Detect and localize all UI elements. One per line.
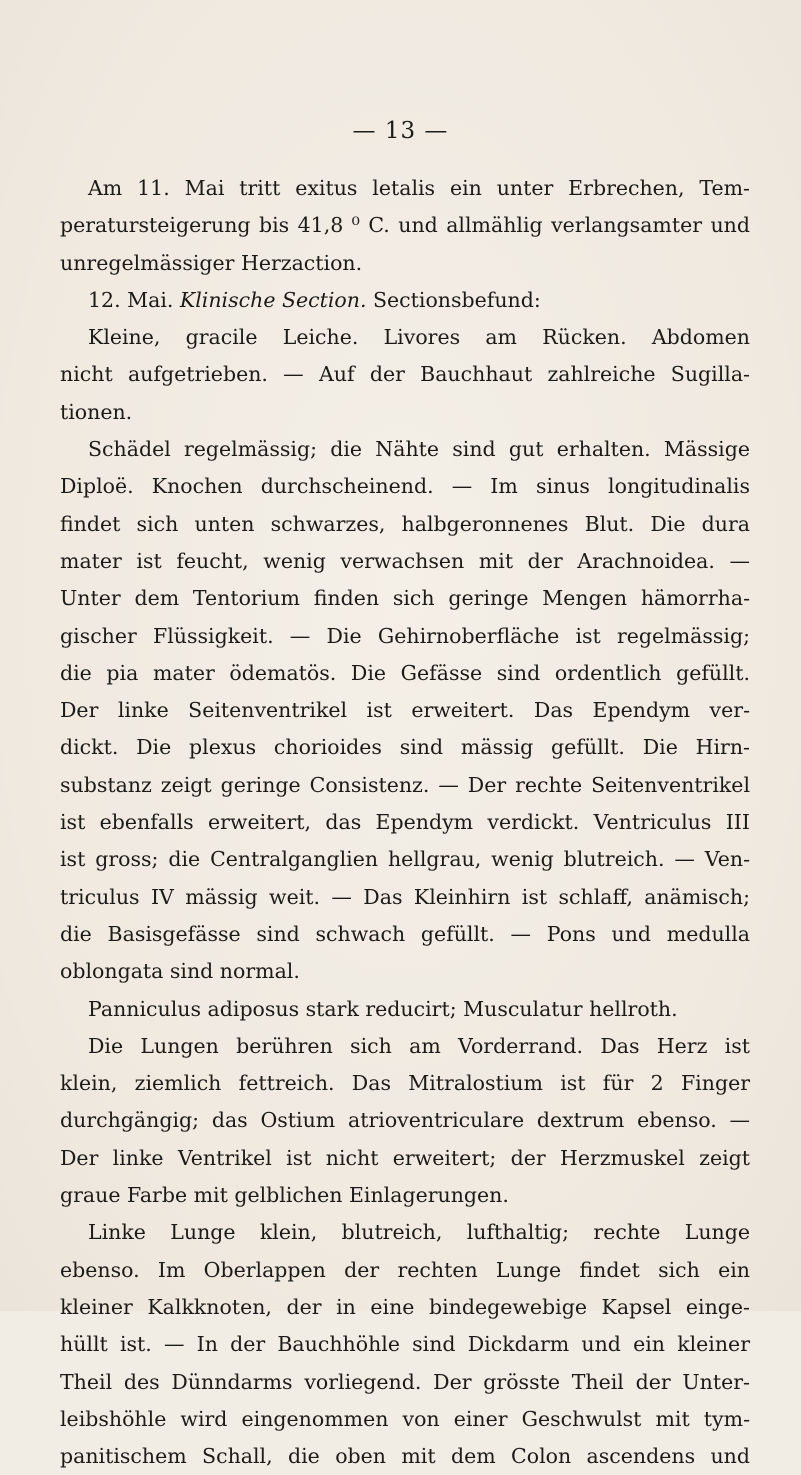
text-line: substanz zeigt geringe Consistenz. — Der rechte Seitenventrikel: [60, 772, 750, 797]
text-line: tionen.: [60, 399, 133, 424]
text-line: Theil des Dünndarms vorliegend. Der grösste Theil der Unter-: [60, 1369, 750, 1394]
italic-heading: Klinische Section.: [179, 287, 367, 312]
text-line: triculus IV mässig weit. — Das Kleinhirn ist schlaff, anämisch;: [60, 884, 750, 909]
text-span: 12. Mai.: [88, 287, 180, 312]
text-line: Der linke Seitenventrikel ist erweitert. Das Ependym ver-: [60, 698, 750, 723]
text-line: Unter dem Tentorium finden sich geringe Mengen hämorrha-: [60, 586, 750, 611]
text-line: Schädel regelmässig; die Nähte sind gut erhalten. Mässige: [88, 437, 750, 462]
text-line: Diploë. Knochen durchscheinend. — Im sinus longitudinalis: [60, 474, 750, 499]
text-line: graue Farbe mit gelblichen Einlagerungen.: [60, 1183, 509, 1208]
text-line: die Basisgefässe sind schwach gefüllt. — Pons und medulla: [60, 921, 750, 946]
text-line: Am 11. Mai tritt exitus letalis ein unter Erbrechen, Tem-: [88, 176, 750, 200]
text-line: hüllt ist. — In der Bauchhöhle sind Dickdarm und ein kleiner: [60, 1332, 750, 1357]
text-line: unregelmässiger Herzaction.: [60, 250, 363, 275]
text-line: Die Lungen berühren sich am Vorderrand. Das Herz ist: [88, 1033, 750, 1058]
text-span: Sectionsbefund:: [366, 287, 541, 312]
text-line: oblongata sind normal.: [60, 959, 300, 984]
text-line: mater ist feucht, wenig verwachsen mit der Arachnoidea. —: [60, 548, 750, 573]
text-line: [60, 282, 750, 319]
text-line: Linke Lunge klein, blutreich, lufthaltig; rechte Lunge: [88, 1220, 750, 1245]
text-line: kleiner Kalkknoten, der in eine bindegewebige Kapsel einge-: [60, 1294, 750, 1319]
text-line: dickt. Die plexus chorioides sind mässig gefüllt. Die Hirn-: [60, 735, 750, 760]
text-line: Panniculus adiposus stark reducirt; Musculatur hellroth.: [88, 996, 678, 1021]
text-line: nicht aufgetrieben. — Auf der Bauchhaut zahlreiche Sugilla-: [60, 362, 750, 387]
text-line: gischer Flüssigkeit. — Die Gehirnoberfläche ist regelmässig;: [60, 623, 750, 648]
body-text: [60, 170, 750, 1475]
text-line: klein, ziemlich fettreich. Das Mitralostium ist für 2 Finger: [60, 1071, 750, 1096]
text-line: Der linke Ventrikel ist nicht erweitert; der Herzmuskel zeigt: [60, 1145, 750, 1170]
text-line: findet sich unten schwarzes, halbgeronnenes Blut. Die dura: [60, 511, 750, 536]
text-line: durchgängig; das Ostium atrioventriculare dextrum ebenso. —: [60, 1108, 750, 1133]
text-line: leibshöhle wird eingenommen von einer Geschwulst mit tym-: [60, 1406, 750, 1431]
text-line: Kleine, gracile Leiche. Livores am Rücken. Abdomen: [88, 325, 750, 350]
page-number: — 13 —: [352, 118, 449, 144]
text-line: ist gross; die Centralganglien hellgrau, wenig blutreich. — Ven-: [60, 847, 750, 872]
text-line: peratursteigerung bis 41,8 ⁰ C. und allmählig verlangsamter und: [60, 213, 750, 238]
text-line: ebenso. Im Oberlappen der rechten Lunge findet sich ein: [60, 1257, 750, 1282]
text-line: ist ebenfalls erweitert, das Ependym verdickt. Ventriculus III: [60, 810, 750, 835]
text-line: die pia mater ödematös. Die Gefässe sind ordentlich gefüllt.: [60, 660, 750, 685]
text-line: panitischem Schall, die oben mit dem Colon ascendens und: [60, 1444, 750, 1469]
